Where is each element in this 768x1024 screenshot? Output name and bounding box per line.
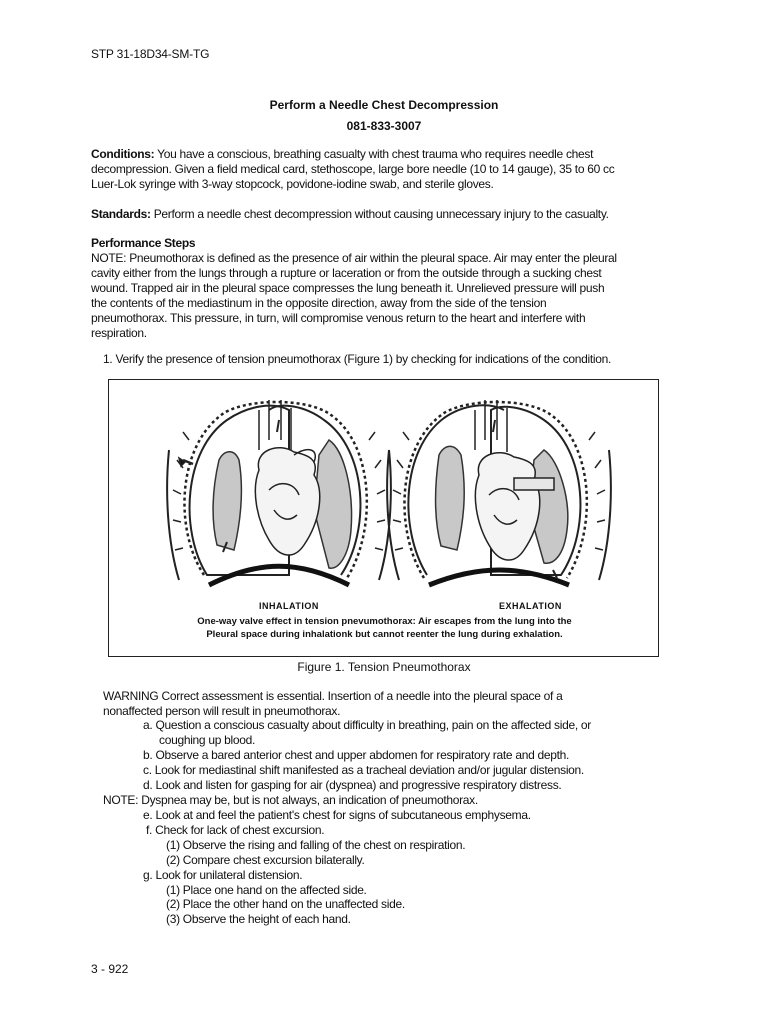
performance-heading: Performance Steps xyxy=(91,236,196,250)
step-e: e. Look at and feel the patient's chest for signs of subcutaneous emphysema. xyxy=(143,808,531,822)
warning-line: nonaffected person will result in pneumothorax. xyxy=(103,704,341,718)
note-line: pneumothorax. This pressure, in turn, will compromise venous return to the heart and interfere with xyxy=(91,311,586,325)
task-title: Perform a Needle Chest Decompression xyxy=(269,98,499,112)
step-f: f. Check for lack of chest excursion. xyxy=(146,823,325,837)
conditions-paragraph xyxy=(91,147,691,192)
tension-pneumothorax-illustration xyxy=(109,380,657,595)
step-g-1: (1) Place one hand on the affected side. xyxy=(166,883,367,897)
conditions-line: You have a conscious, breathing casualty with chest trauma who requires needle chest xyxy=(154,147,594,161)
figure-title: Figure 1. Tension Pneumothorax xyxy=(297,660,471,674)
note-line: the contents of the mediastinum in the opposite direction, away from the side of the tension xyxy=(91,296,547,310)
step-g-3: (3) Observe the height of each hand. xyxy=(166,912,351,926)
standards-text: Perform a needle chest decompression without causing unnecessary injury to the casualty. xyxy=(150,207,609,221)
step-1: 1. Verify the presence of tension pneumothorax (Figure 1) by checking for indications of the condition. xyxy=(103,352,612,366)
step-c: c. Look for mediastinal shift manifested as a tracheal deviation and/or jugular distension. xyxy=(143,763,584,777)
note-line: wound. Trapped air in the pleural space compresses the lung beneath it. Unrelieved pressure will push xyxy=(91,281,605,295)
inhalation-drawing xyxy=(167,400,391,585)
document-id: STP 31-18D34-SM-TG xyxy=(91,47,210,61)
inhalation-label: INHALATION xyxy=(259,601,319,611)
figure-caption xyxy=(109,615,660,641)
task-number: 081-833-3007 xyxy=(346,119,422,133)
figure-1-box xyxy=(108,379,659,657)
note-dyspnea: NOTE: Dyspnea may be, but is not always, an indication of pneumothorax. xyxy=(103,793,478,807)
step-g: g. Look for unilateral distension. xyxy=(143,868,303,882)
conditions-line: decompression. Given a field medical card, stethoscope, large bore needle (10 to 14 gauge), 35 to 60 cc xyxy=(91,162,615,176)
note-line: cavity either from the lungs through a rupture or laceration or from the outside through a sucking chest xyxy=(91,266,602,280)
note-line: NOTE: Pneumothorax is defined as the presence of air within the pleural space. Air may enter the pleural xyxy=(91,251,617,265)
step-f-1: (1) Observe the rising and falling of the chest on respiration. xyxy=(166,838,466,852)
performance-section xyxy=(91,236,691,341)
conditions-line: Luer-Lok syringe with 3-way stopcock, povidone-iodine swab, and sterile gloves. xyxy=(91,177,494,191)
step-d: d. Look and listen for gasping for air (dyspnea) and progressive respiratory distress. xyxy=(143,778,562,792)
step-a: a. Question a conscious casualty about difficulty in breathing, pain on the affected side, or xyxy=(143,718,591,732)
figure-caption-line: One-way valve effect in tension pnevumothorax: Air escapes from the lung into the xyxy=(197,616,572,627)
step-f-2: (2) Compare chest excursion bilaterally. xyxy=(166,853,365,867)
standards-label: Standards: xyxy=(91,207,151,221)
standards-paragraph xyxy=(91,207,691,222)
exhalation-drawing xyxy=(387,400,611,585)
conditions-label: Conditions: xyxy=(91,147,155,161)
step-a-continued: coughing up blood. xyxy=(159,733,256,747)
step-g-2: (2) Place the other hand on the unaffected side. xyxy=(166,897,405,911)
note-line: respiration. xyxy=(91,326,147,340)
figure-caption-line: Pleural space during inhalationk but cannot reenter the lung during exhalation. xyxy=(206,629,563,640)
step-b: b. Observe a bared anterior chest and upper abdomen for respiratory rate and depth. xyxy=(143,748,570,762)
page-number: 3 - 922 xyxy=(91,962,129,976)
warning-line: WARNING Correct assessment is essential. Insertion of a needle into the pleural space of a xyxy=(103,689,563,703)
exhalation-label: EXHALATION xyxy=(499,601,562,611)
